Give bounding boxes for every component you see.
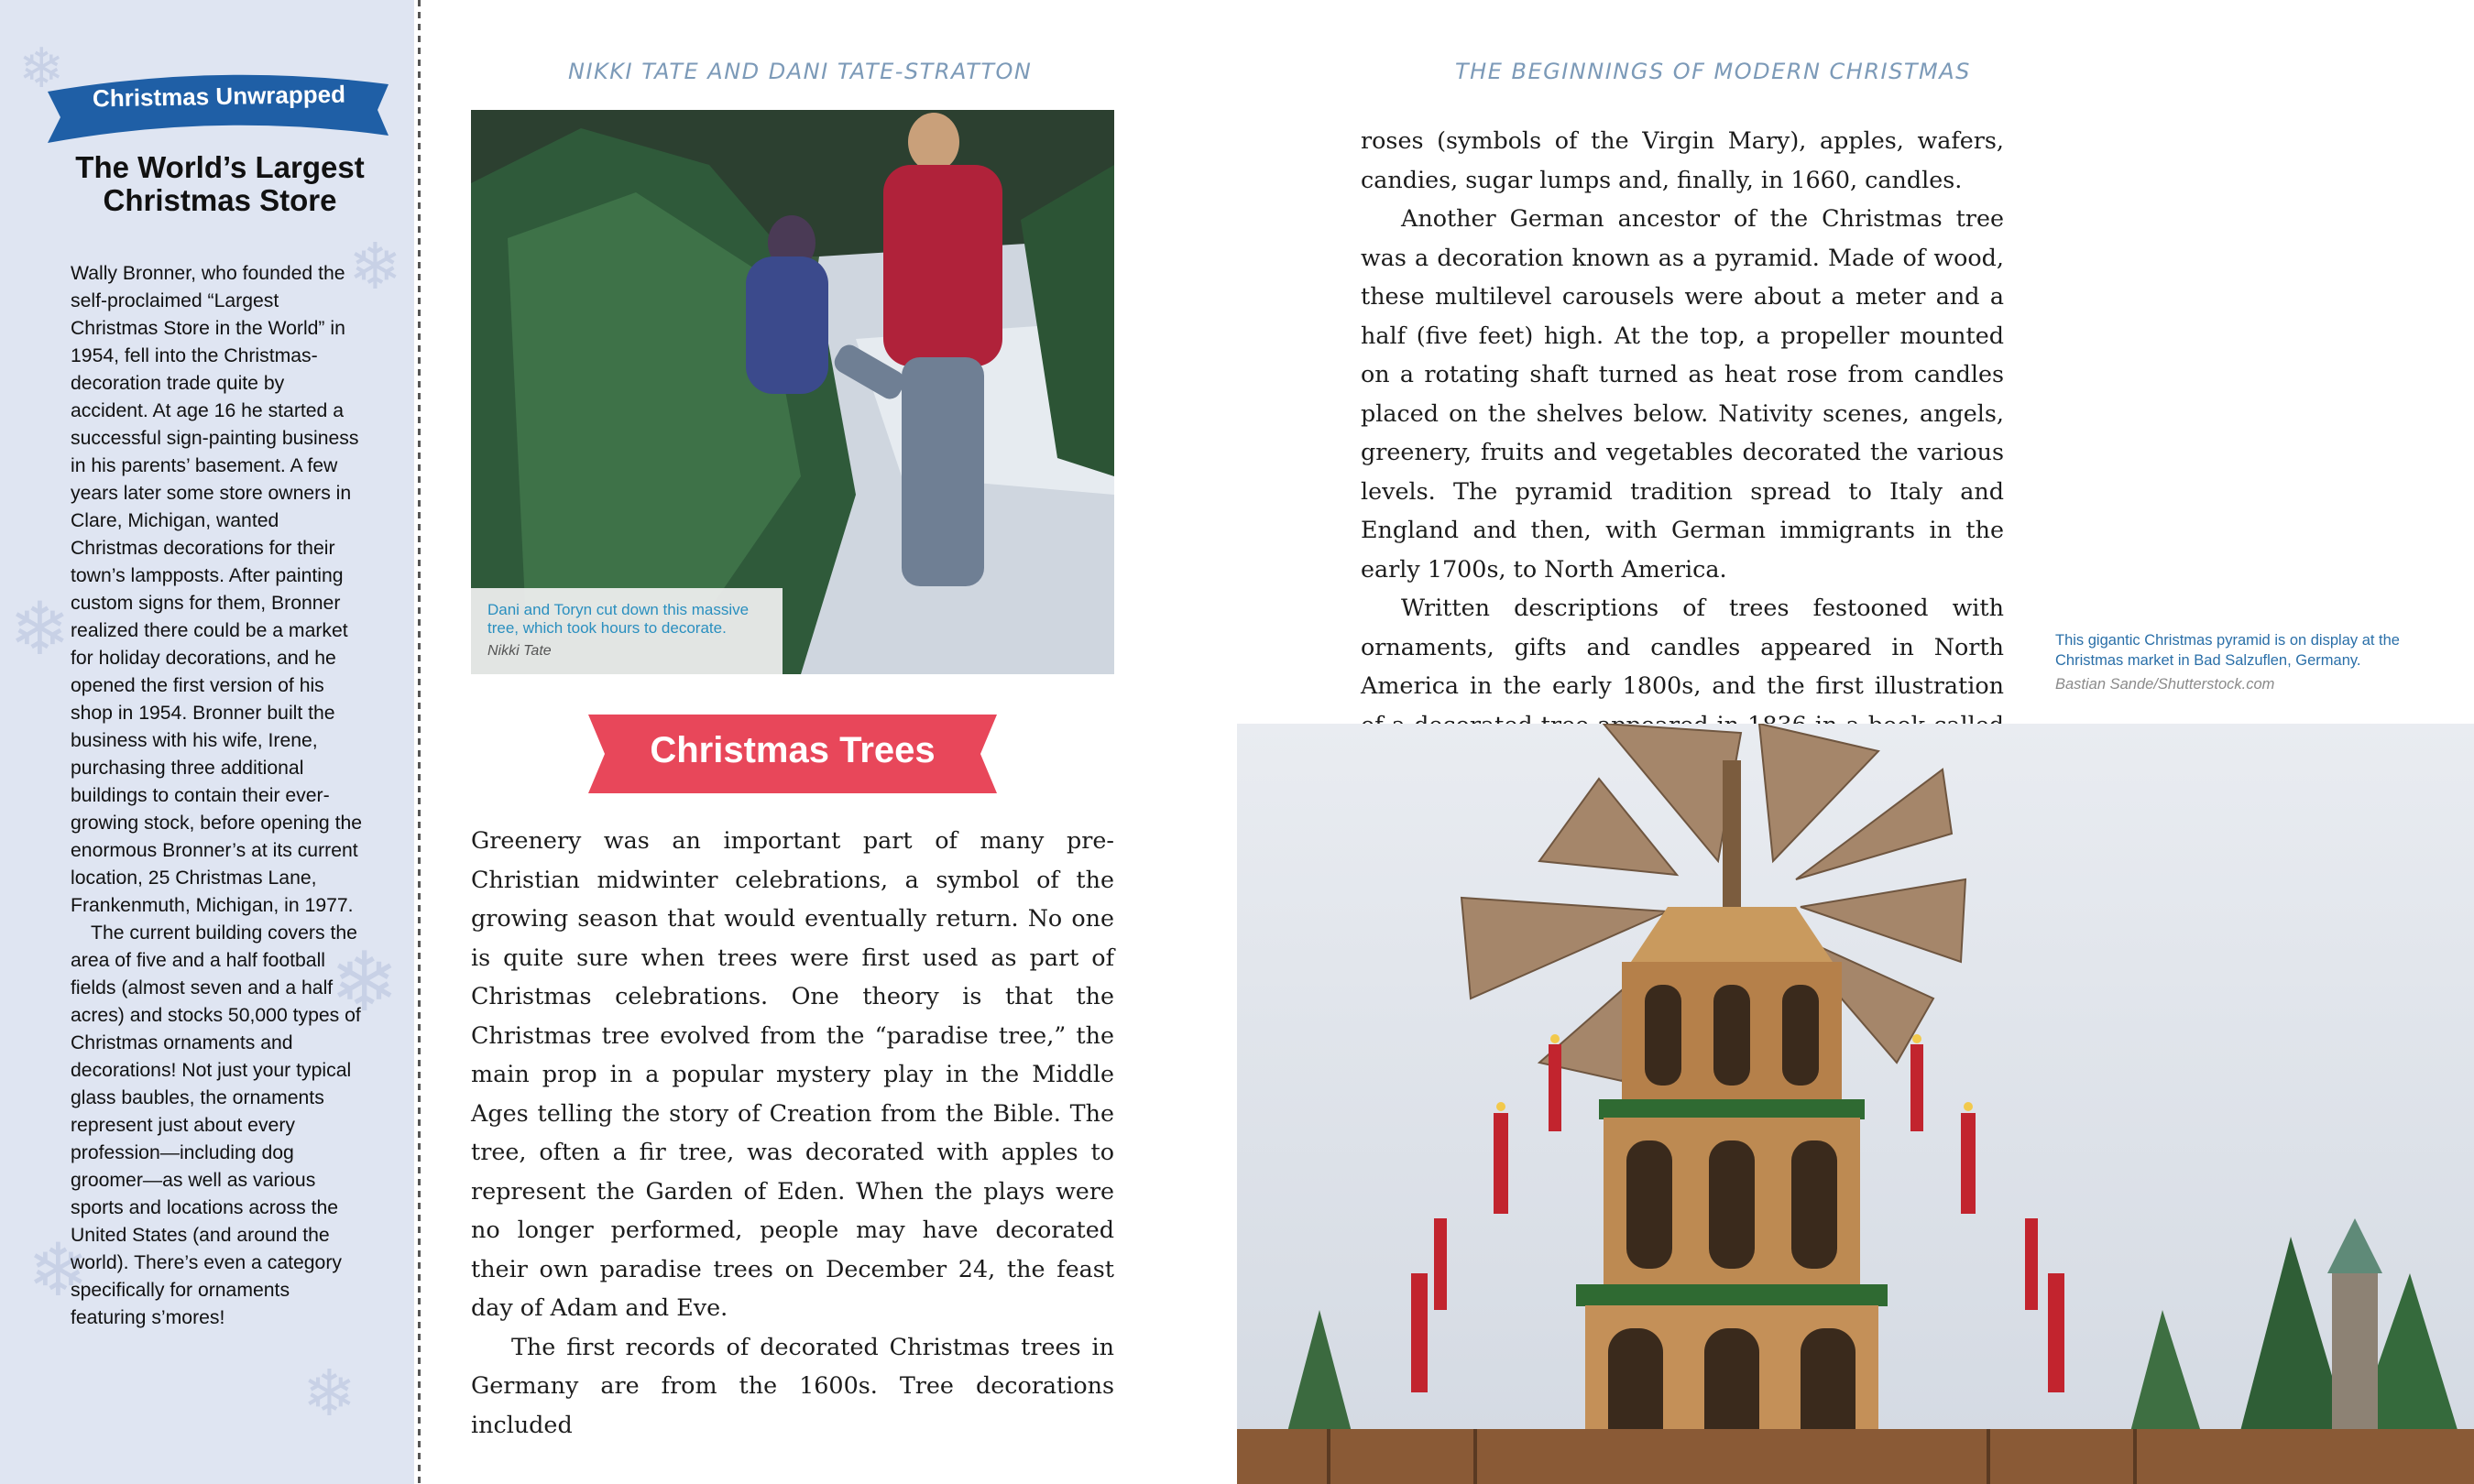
sidebar-banner-label: Christmas Unwrapped xyxy=(92,80,346,113)
photo-credit: Bastian Sande/Shutterstock.com xyxy=(2055,676,2275,693)
body-paragraph: Greenery was an important part of many pre-Christian midwinter celebrations, a symbol of the growing season that would eventually return. No one is quite sure when trees were first used as part of Christmas celebrations. One theory is that the Christmas tree evolved from the “paradise tree,” the main prop in a popular mystery play in the Middle Ages telling the story of Creation from the Bible. The tree, often a fir tree, was decorated with apples to represent the Garden of Eden. When the plays were no longer performed, people may have decorated their own paradise trees on December 24, the feast day of Adam and Eve. xyxy=(471,826,1114,1321)
sidebar-panel xyxy=(0,0,414,1484)
running-head-left: NIKKI TATE AND DANI TATE-STRATTON xyxy=(568,59,1033,84)
snowflake-icon: ❄ xyxy=(18,37,65,101)
snowflake-icon: ❄ xyxy=(302,1356,356,1431)
snowflake-icon: ❄ xyxy=(330,934,400,1031)
sidebar-title: The World’s Largest Christmas Store xyxy=(75,150,365,217)
snowflake-icon: ❄ xyxy=(348,229,402,304)
christmas-pyramid-photo xyxy=(1237,724,2474,1484)
right-column-text xyxy=(1361,121,2004,783)
section-heading: Christmas Trees xyxy=(650,730,936,770)
body-paragraph: roses (symbols of the Virgin Mary), apples, wafers, candies, sugar lumps and, finally, in 1660, candles. xyxy=(1361,126,2004,193)
sidebar-body xyxy=(71,260,364,1332)
photo-caption-text: Dani and Toryn cut down this massive tree, which took hours to decorate. xyxy=(487,601,750,637)
snowflake-icon: ❄ xyxy=(9,586,71,671)
stitched-divider xyxy=(415,0,422,1484)
photo-caption-text: This gigantic Christmas pyramid is on display at the Christmas market in Bad Salzuflen, Germany. xyxy=(2055,632,2400,669)
snowflake-icon: ❄ xyxy=(27,1228,90,1313)
photo-caption xyxy=(471,588,783,674)
sidebar-paragraph: The current building covers the area of five and a half football fields (almost seven and a half acres) and stocks 50,000 types of Christmas ornaments and decorations! Not just your typical glass baubles, the ornaments represent just about every profession—including dog groomer—as well as various sports and locations across the United States (and around the world). There’s even a category specifically for ornaments featuring s’mores! xyxy=(71,922,361,1328)
left-column-text xyxy=(471,821,1114,1444)
body-paragraph: The first records of decorated Christmas trees in Germany are from the 1600s. Tree decorations included xyxy=(471,1332,1114,1438)
christmas-pyramid-illustration xyxy=(1237,724,2474,1484)
body-text: Written descriptions of trees festooned with ornaments, gifts and candles appeared in North America in the early 1800s, and the first illustration xyxy=(1361,594,2004,699)
running-head-right: THE BEGINNINGS OF MODERN CHRISTMAS xyxy=(1455,59,1971,84)
sidebar-paragraph: Wally Bronner, who founded the self-proclaimed “Largest Christmas Store in the World” in 1954, fell into the Christmas-decoration trade quite by accident. At age 16 he started a successful sign-painting business in his parents’ basement. A few years later some store owners in Clare, Michigan, wanted Christmas decorations for their town’s lampposts. After painting custom signs for them, Bronner realized there could be a market for holiday decorations, and he opened the first version of his shop in 1954. Bronner built the business with his wife, Irene, purchasing three additional buildings to contain their ever-growing stock, before opening the enormous Bronner’s at its current location, 25 Christmas Lane, Frankenmuth, Michigan, in 1977. xyxy=(71,263,363,916)
photo-caption xyxy=(2055,630,2440,693)
body-paragraph: Another German ancestor of the Christmas tree was a decoration known as a pyramid. Made of wood, these multilevel carousels were about a meter and a half (five feet) high. At the top, a propeller mounted on a rotating shaft turned as heat rose from candles placed on the shelves below. Nativity scenes, angels, greenery, fruits and vegetables decorated the various levels. The pyramid tradition spread to Italy and England and then, with German immigrants in the early 1700s, to North America. xyxy=(1361,204,2004,583)
photo-credit: Nikki Tate xyxy=(487,643,552,659)
